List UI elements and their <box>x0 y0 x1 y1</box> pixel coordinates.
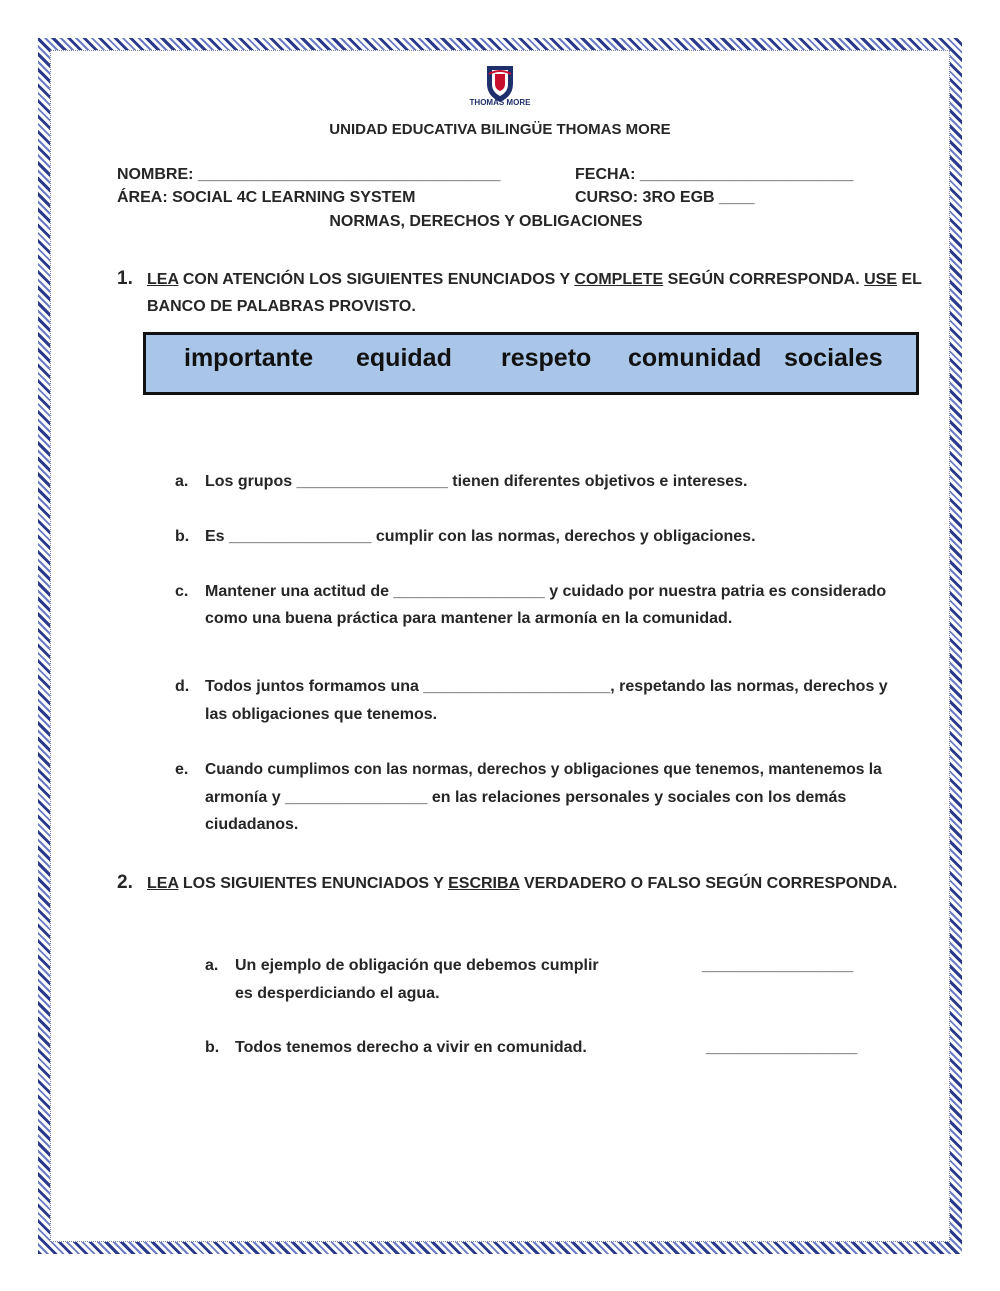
section2-instruction <box>147 875 897 893</box>
fill-in-item: Mantener una actitud de _________________ y cuidado por nuestra patria es considerado <box>205 583 887 600</box>
course-field: CURSO: 3RO EGB ____ <box>575 189 755 206</box>
name-field: NOMBRE: __________________________________ <box>117 166 501 183</box>
word-bank-item: comunidad <box>628 344 762 372</box>
word-bank-item: importante <box>184 344 314 372</box>
true-false-item: Un ejemplo de obligación que debemos cumplir <box>235 957 599 974</box>
true-false-item: Todos tenemos derecho a vivir en comunidad. <box>235 1039 587 1056</box>
use-word: USE <box>864 271 898 288</box>
item-letter: b. <box>175 528 190 545</box>
logo-text: THOMAS MORE <box>469 98 531 107</box>
fill-in-item-cont: como una buena práctica para mantener la armonía en la comunidad. <box>205 610 733 627</box>
section2-text-2: VERDADERO O FALSO SEGÚN CORRESPONDA. <box>519 875 898 892</box>
item-letter: b. <box>205 1039 220 1056</box>
fill-in-item-cont: ciudadanos. <box>205 816 299 833</box>
answer-blank: _________________ <box>702 957 854 974</box>
area-label: ÁREA: SOCIAL 4C LEARNING SYSTEM <box>117 189 416 206</box>
section1-instruction <box>147 271 922 289</box>
item-letter: c. <box>175 583 189 600</box>
lea-word: LEA <box>147 271 179 288</box>
word-bank-item: equidad <box>356 344 452 372</box>
section2-number: 2. <box>117 872 133 893</box>
section1-number: 1. <box>117 268 133 289</box>
section1-text-3: EL <box>897 271 922 288</box>
section1-text-2: SEGÚN CORRESPONDA. <box>663 271 865 288</box>
date-field: FECHA: ________________________ <box>575 166 854 183</box>
lea-word: LEA <box>147 875 179 892</box>
fill-in-item: Cuando cumplimos con las normas, derechos y obligaciones que tenemos, mantenemos la <box>205 761 882 778</box>
fill-in-item-cont: las obligaciones que tenemos. <box>205 706 438 723</box>
complete-word: COMPLETE <box>574 271 664 288</box>
item-letter: a. <box>175 473 189 490</box>
answer-blank: _________________ <box>706 1039 858 1056</box>
fill-in-item: Todos juntos formamos una _____________________, respetando las normas, derechos y <box>205 678 888 695</box>
true-false-item-cont: es desperdiciando el agua. <box>235 985 440 1002</box>
fill-in-item-cont: armonía y ________________ en las relaciones personales y sociales con los demás <box>205 789 847 806</box>
word-bank-item: sociales <box>784 344 883 372</box>
item-letter: e. <box>175 761 189 778</box>
school-name: UNIDAD EDUCATIVA BILINGÜE THOMAS MORE <box>329 121 671 138</box>
item-letter: d. <box>175 678 190 695</box>
section2-text-1: LOS SIGUIENTES ENUNCIADOS Y <box>178 875 449 892</box>
word-bank-item: respeto <box>501 344 592 372</box>
section1-instruction-line2: BANCO DE PALABRAS PROVISTO. <box>147 298 416 315</box>
topic-title: NORMAS, DERECHOS Y OBLIGACIONES <box>329 213 643 230</box>
fill-in-item: Es ________________ cumplir con las normas, derechos y obligaciones. <box>205 528 756 545</box>
escriba-word: ESCRIBA <box>448 875 520 892</box>
word-bank <box>143 332 919 395</box>
item-letter: a. <box>205 957 219 974</box>
fill-in-item: Los grupos _________________ tienen diferentes objetivos e intereses. <box>205 473 748 490</box>
section1-text-1: CON ATENCIÓN LOS SIGUIENTES ENUNCIADOS Y <box>178 271 575 288</box>
